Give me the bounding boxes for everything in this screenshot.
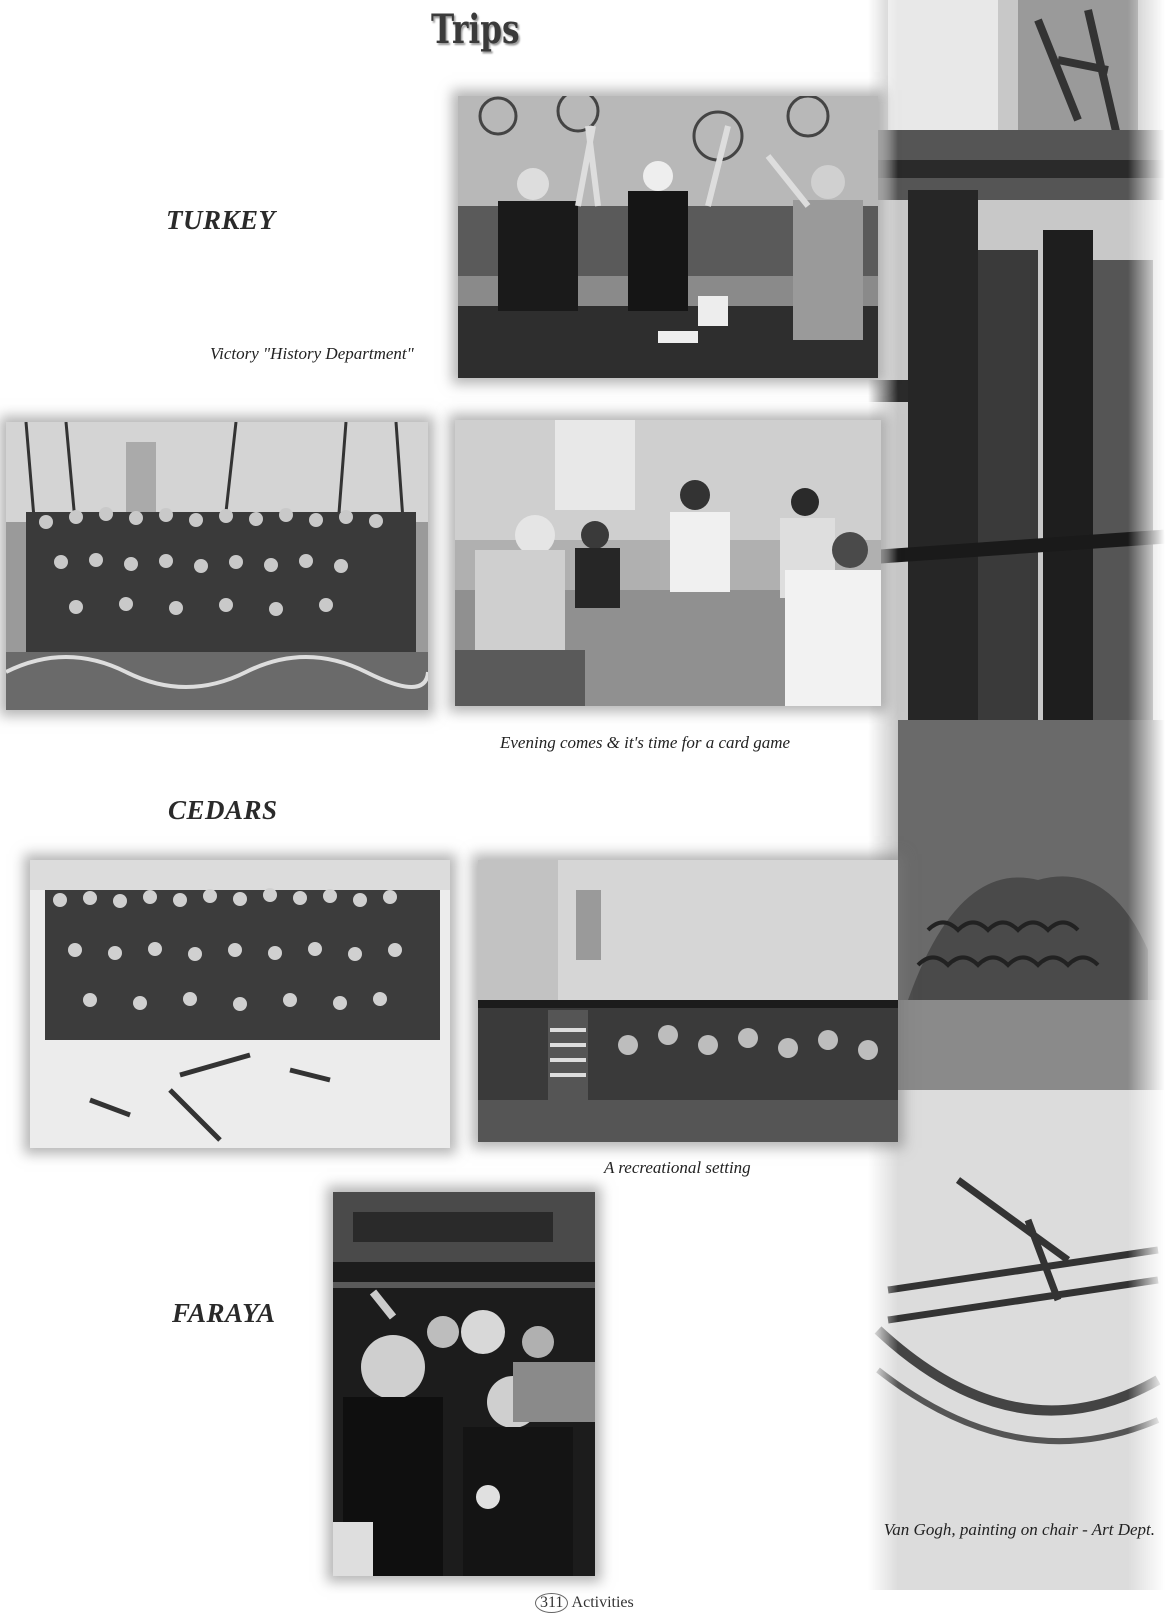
caption-card-game: Evening comes & it's time for a card game	[500, 733, 791, 752]
photo-card-game	[455, 420, 881, 706]
photo-faraya-group	[333, 1192, 595, 1576]
page-number: 311	[535, 1593, 568, 1613]
footer-section-label: Activities	[571, 1594, 634, 1611]
photo-teachers-victory	[458, 96, 878, 378]
caption-recreational: A recreational setting	[604, 1158, 751, 1177]
page-footer	[535, 1593, 634, 1613]
section-heading-faraya: FARAYA	[172, 1298, 276, 1328]
section-heading-cedars: CEDARS	[168, 795, 278, 825]
section-heading-turkey: TURKEY	[166, 205, 276, 235]
van-gogh-painting-strip	[868, 0, 1165, 1590]
photo-cedars-group-snow	[30, 860, 450, 1148]
caption-turkey-teachers: Victory "History Department"	[210, 344, 414, 363]
page-title: Trips	[431, 6, 520, 53]
photo-recreational-setting	[478, 860, 898, 1142]
painting-credit-caption: Van Gogh, painting on chair - Art Dept.	[883, 1520, 1155, 1539]
photo-turkey-group	[6, 422, 428, 710]
